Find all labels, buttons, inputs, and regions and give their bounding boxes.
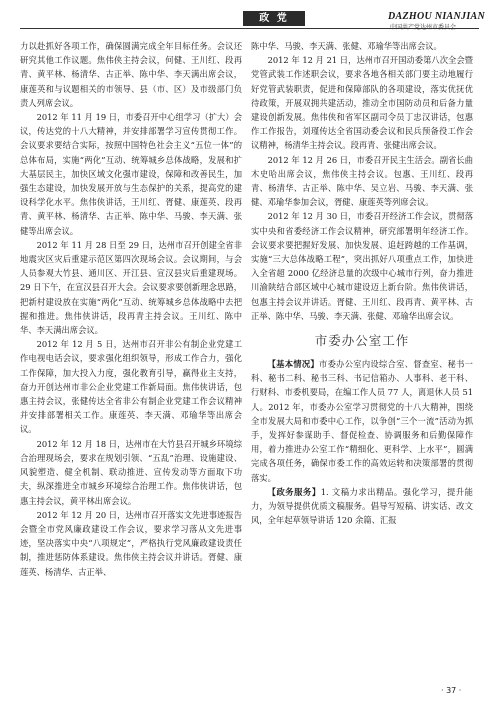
service-text: 1. 文稿力求出精品。强化学习，提升能力，为领导提供优质文稿服务。倡导写短稿、讲实话、改文风，全年起草领导讲话 120 余篇、汇报 bbox=[251, 486, 473, 526]
yearbook-title: DAZHOU NIANJIAN bbox=[388, 11, 486, 22]
page-number: · 37 · bbox=[441, 686, 462, 695]
service-label: 【政务服务】 bbox=[267, 486, 321, 497]
paragraph: 2012 年 12 月 30 日，市委召开经济工作会议，贯彻落实中央和省委经济工作会议精神，研究部署明年经济工作。会议要求要把握好发展、加快发展、追赶跨越的工作基调，实施“三大总体战略工程”，突出抓好八项重点工作，加快进入全省超 2000 亿经济总量的次级中心城市行列，奋力推进川渝陕结合部区域中心城市建设迈上新台阶。焦伟侠讲话，包惠主持会议并讲话。胥健、王川红、段再青、黄平林、古正举、陈中华、马骏、李天满、张健、邓瑜华出席会议。 bbox=[251, 211, 473, 321]
paragraph: 2012 年 12 月 26 日，市委召开民主生活会。副省长曲木史哈出席会议，焦伟侠主持会议。包惠、王川红、段再青、杨清华、古正举、陈中华、吴立岩、马骏、李天满、张健、邓瑜华参加会议，胥健、康莲英等列席会议。 bbox=[251, 154, 473, 208]
service-paragraph bbox=[251, 485, 473, 528]
paragraph: 陈中华、马骏、李天满、张健、邓瑜华等出席会议。 bbox=[251, 41, 442, 51]
basic-info-text: 市委办公室内设综合室、督查室、秘书一科、秘书二科、秘书三科、书记信箱办、人事科、老干科、行财科、市委机要局，在编工作人员 77 人，离退休人员 51 人。2012 年，市委办公室学习贯彻党的十八大精神，围绕全市发展大局和市委中心工作，以争创“三个一流”活动为抓手，发挥好参谋助手、督促检查、协调服务和后勤保障作用，着力推进办公室工作“精细化、更科学、上水平”，圆满完成各项任务，确保市委工作的高效运转和决策部署的贯彻落实。 bbox=[251, 359, 473, 483]
basic-info-label: 【基本情况】 bbox=[267, 359, 320, 370]
paragraph: 2012 年 11 月 28 日至 29 日，达州市召开创建全省非地震灾区灾后重建示范区第四次现场会议。会议期间，与会人员参观大竹县、通川区、开江县、宣汉县灾后重建现场。29 日下午，在宣汉县召开大会。会议要求要创新理念思路，把新村建设放在实施“两化”互动、统筹城乡总体战略中去把握和推进。焦伟侠讲话，段再青主持会议。王川红、陈中华、李天满出席会议。 bbox=[20, 239, 242, 336]
header-rule bbox=[20, 28, 479, 29]
paragraph: 2012 年 11 月 19 日，市委召开中心组学习（扩大）会议，传达党的十八大精神，并安排部署学习宣传贯彻工作。会议要求要结合实际，按照中国特色社会主义“五位一体”的总体布局，实施“两化”互动、统筹城乡总体战略，发展和扩大基层民主，加快区域文化强市建设，保障和改善民生，加强生态建设，加快发展开放与生态保护的关系，提高党的建设科学化水平。焦伟侠讲话，王川红、胥健、康莲英、段再青、黄平林、杨清华、古正举、陈中华、马骏、李天满、张健等出席会议。 bbox=[20, 112, 242, 236]
right-column bbox=[251, 39, 473, 528]
basic-info-paragraph bbox=[251, 357, 473, 485]
publisher-label bbox=[390, 22, 456, 31]
left-column bbox=[20, 39, 242, 579]
paragraph: 2012 年 12 月 20 日，达州市召开落实文先进事迹报告会暨全市党风廉政建设工作会议，要求学习落从文先进事迹，坚决落实中央“八项规定”，严格执行党风廉政建设责任制，推进惩防体系建设。焦伟侠主持会议并讲话。胥健、康莲英、杨清华、古正举、 bbox=[20, 509, 242, 577]
section-heading: 市委办公室工作 bbox=[314, 333, 410, 349]
paragraph: 力以赴抓好各项工作，确保圆满完成全年目标任务。会议还研究其他工作议题。焦伟侠主持会议，何健、王川红、段再青、黄平林、杨清华、古正举、陈中华、李天满出席会议，康莲英和与议题相关的市领导、县（市、区）及市级部门负责人列席会议。 bbox=[20, 41, 242, 108]
page-header bbox=[0, 0, 501, 34]
paragraph: 2012 年 12 月 21 日，达州市召开国动委第八次全会暨党管武装工作述职会议，要求各地各相关部门要主动地履行好党管武装职责，促进和保障部队的各项建设，落实优抚优待政策，开展双拥共建活动，推动全市国防动员和后备力量建设创新发展。焦伟侠和省军区副司令员丁忠汉讲话，包惠作工作报告，刘瑾传达全省国动委会议和民兵预备役工作会议精神，杨清华主持会议。段再青、张健出席会议。 bbox=[251, 55, 473, 151]
paragraph: 2012 年 12 月 5 日，达州市召开非公有制企业党建工作电视电话会议，要求强化组织领导，形成工作合力，强化工作保障，加大投入力度，强化教育引导，赢得业主支持，奋力开创达州市非公企业党建工作新局面。焦伟侠讲话，包惠主持会议，张健传达全省非公有制企业党建工作会议精神并安排部署相关工作。康莲英、李天满、邓瑜华等出席会议。 bbox=[20, 339, 242, 435]
paragraph: 2012 年 12 月 18 日，达州市在大竹县召开城乡环境综合治理现场会，要求在规划引领、“五乱”治理、设施建设、风貌塑造、健全机制、联动推进、宣传发动等方面取下功夫，纵深推进全市城乡环境综合治理工作。焦伟侠讲话，包惠主持会议，黄平林出席会议。 bbox=[20, 438, 242, 506]
section-tab: 政 党 bbox=[243, 11, 305, 26]
